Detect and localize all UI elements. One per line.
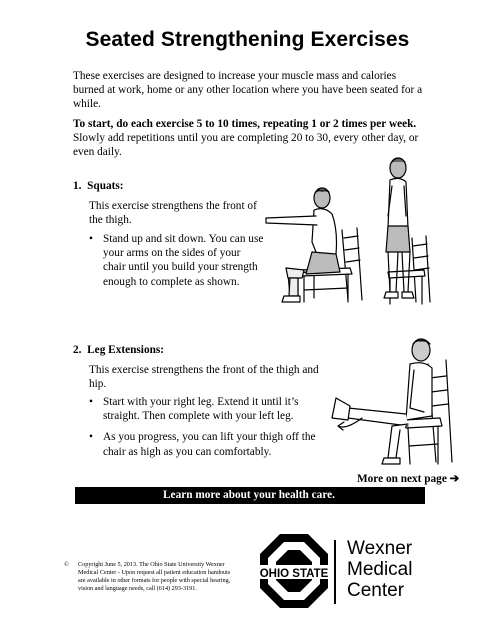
exercise-2-steps <box>89 395 324 466</box>
more-on-next-page <box>357 472 459 485</box>
intro-paragraph: These exercises are designed to increase your muscle mass and calories burned at work, home or any other location where you have been seated for a while. <box>73 70 423 111</box>
more-on-next-page-text: More on next page <box>357 473 447 485</box>
copyright-text: Copyright June 5, 2013. The Ohio State University Wexner Medical Center - Upon request all patient education handouts are available in other formats for people with special hearing, vision and language needs, call (614) 293-3191. <box>78 561 231 592</box>
bullet-icon: • <box>89 431 93 444</box>
exercise-2-name: Leg Extensions: <box>87 344 165 356</box>
exercise-1-step-1: Stand up and sit down. You can use your arms on the sides of your chair until you build your strength enough to complete as shown. <box>103 233 264 288</box>
list-item <box>89 430 324 458</box>
learn-more-banner: Learn more about your health care. <box>73 487 425 504</box>
exercise-2-step-1: Start with your right leg. Extend it until it’s straight. Then complete with your left leg. <box>103 396 299 423</box>
wexner-medical-center-wordmark <box>347 538 412 601</box>
exercise-1-steps <box>89 232 264 296</box>
exercise-2-description: This exercise strengthens the front of the thigh and hip. <box>89 364 319 391</box>
exercise-1-heading <box>73 180 124 192</box>
copyright-notice <box>64 561 238 593</box>
start-instructions-rest: Slowly add repetitions until you are completing 20 to 30, every other day, or even daily. <box>73 132 419 159</box>
logo-line-2: Medical <box>347 559 413 580</box>
copyright-icon: © <box>64 561 69 568</box>
bullet-icon: • <box>89 233 93 245</box>
squat-seated-illustration <box>262 178 372 306</box>
list-item <box>89 232 264 289</box>
arrow-right-icon: ➔ <box>449 473 460 485</box>
bullet-icon: • <box>89 396 93 408</box>
exercise-2-number: 2. <box>73 344 82 356</box>
start-instructions-bold: To start, do each exercise 5 to 10 times, repeating 1 or 2 times per week. <box>73 118 417 130</box>
exercise-1-number: 1. <box>73 180 82 192</box>
exercise-2-heading <box>73 344 164 356</box>
logo-line-1: Wexner <box>347 538 413 559</box>
logo-line-3: Center <box>347 580 405 601</box>
page-title: Seated Strengthening Exercises <box>85 28 410 51</box>
ohio-state-logo <box>258 532 330 610</box>
exercise-1-name: Squats: <box>87 180 124 192</box>
list-item <box>89 395 324 423</box>
squat-standing-illustration <box>372 152 444 306</box>
banner-divider <box>73 487 75 504</box>
exercise-1-description: This exercise strengthens the front of the thigh. <box>89 200 257 227</box>
exercise-2-step-2: As you progress, you can lift your thigh off the chair as high as you can comfortably. <box>103 431 316 458</box>
logo-emblem-text: OHIO STATE <box>259 568 329 580</box>
leg-extension-illustration <box>328 334 483 470</box>
logo-divider <box>334 540 336 604</box>
